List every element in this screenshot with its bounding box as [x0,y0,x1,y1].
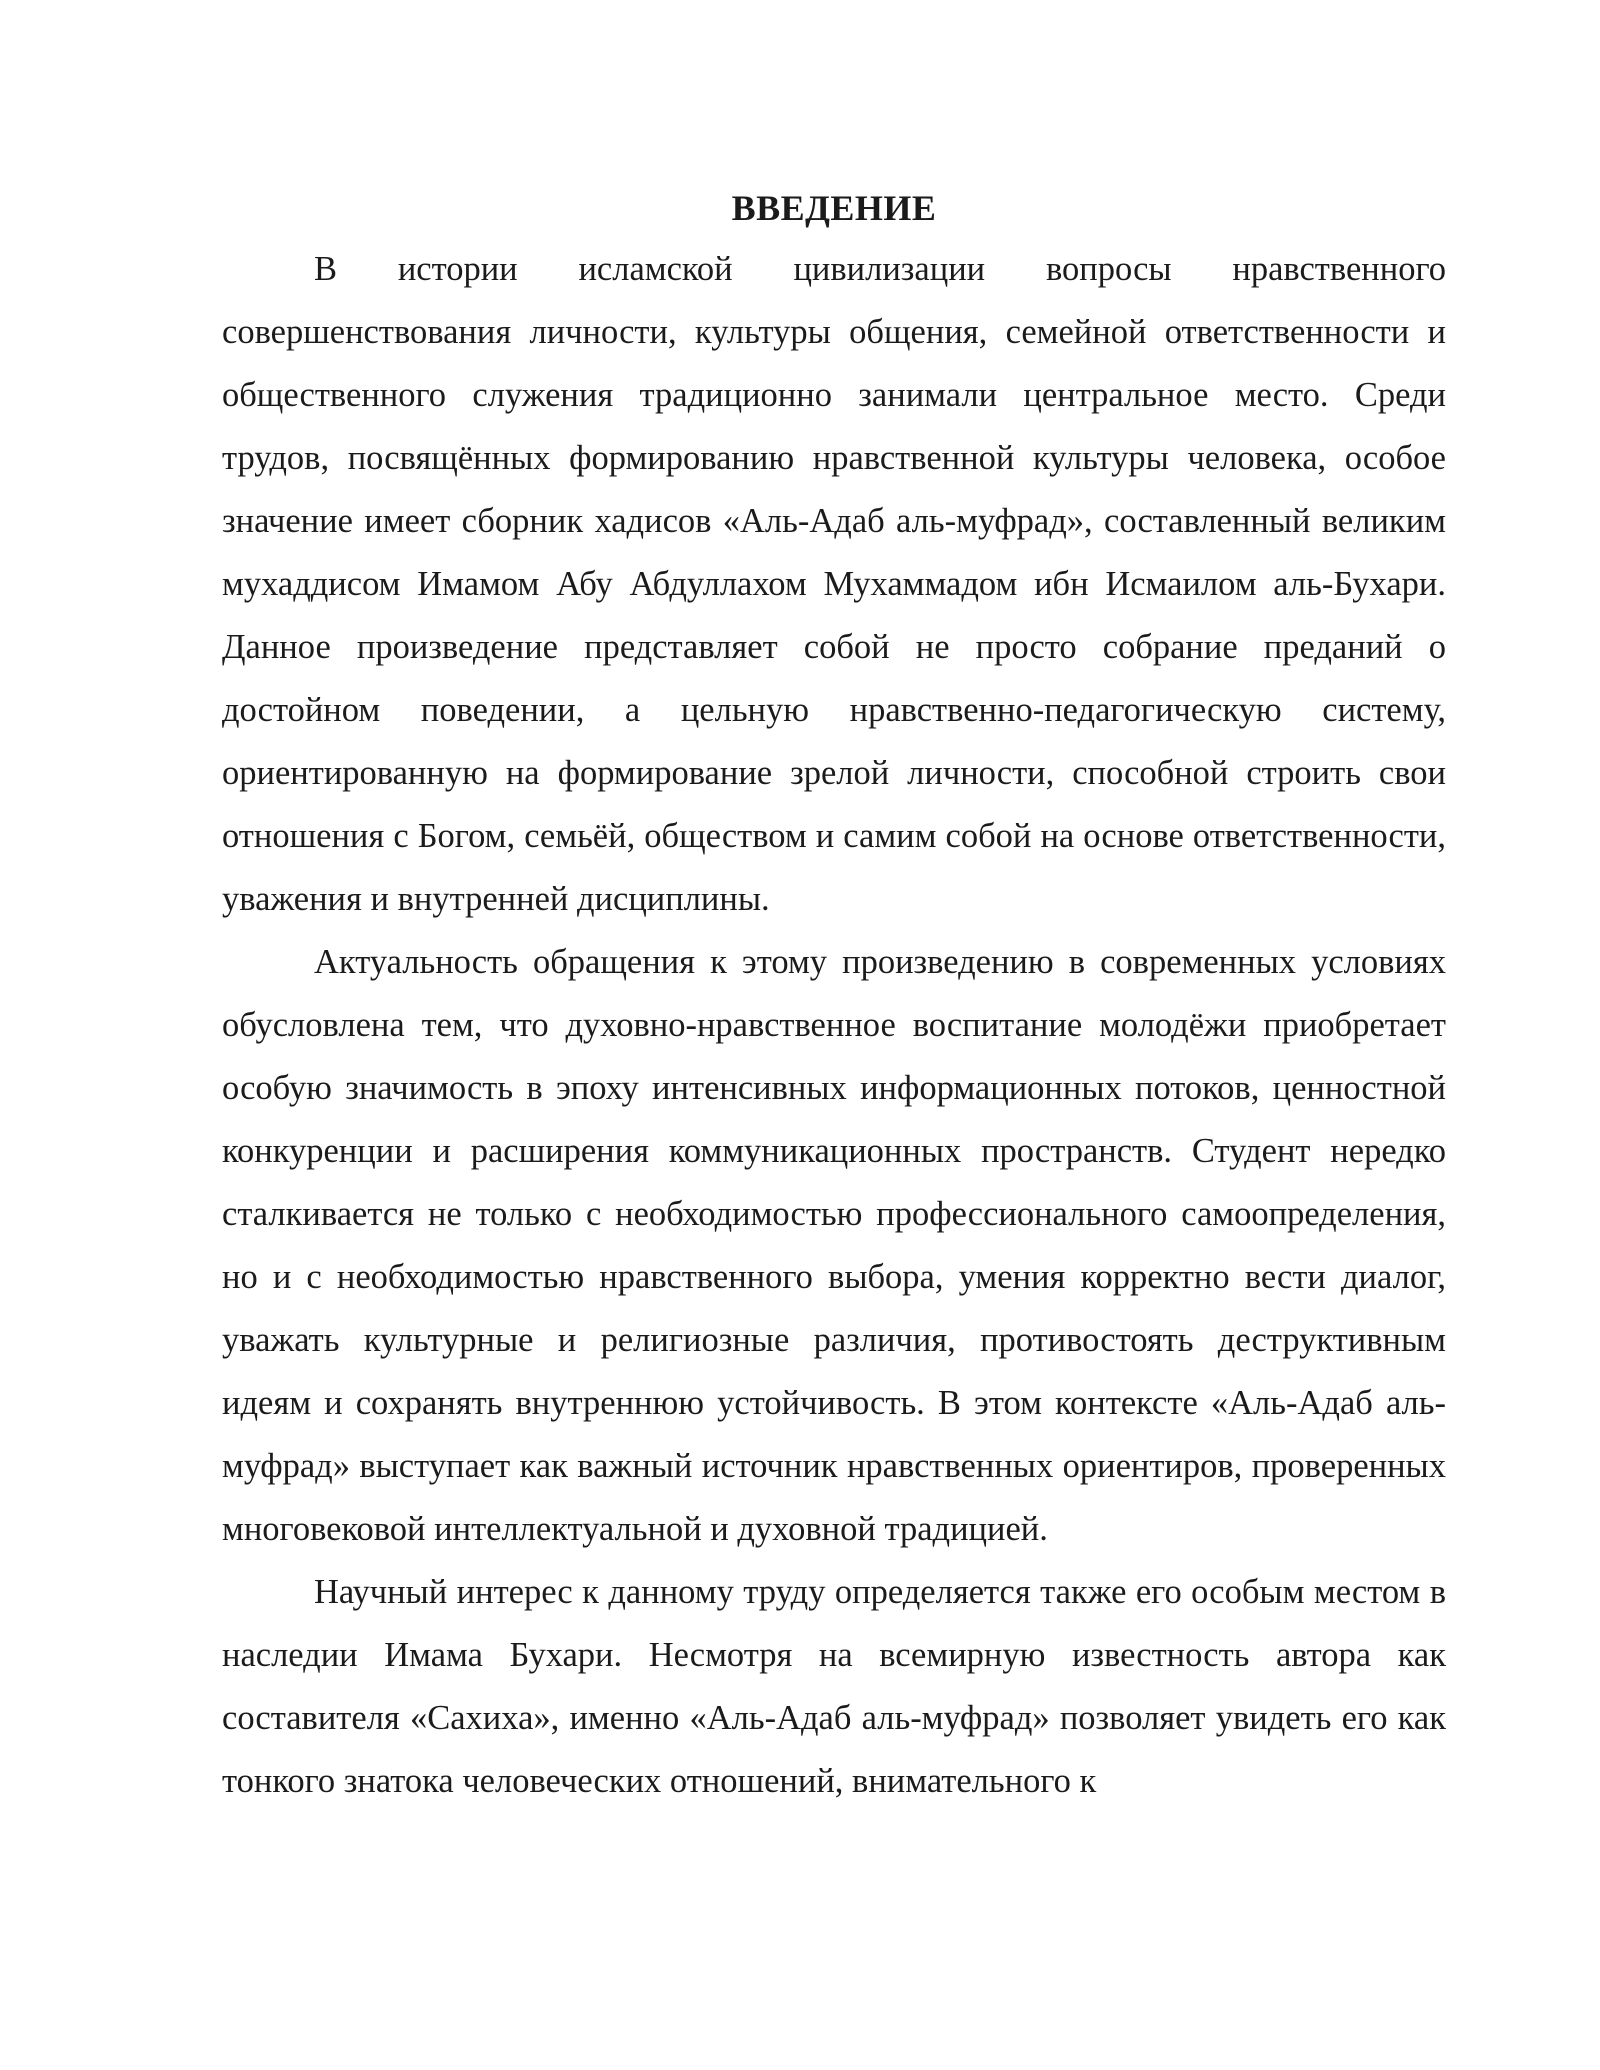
section-title: ВВЕДЕНИЕ [731,188,937,228]
paragraph-1: В истории исламской цивилизации вопросы нравственного совершенствования личности, культуры общения, семейной ответственности и общественного служения традиционно занимали центральное место. Среди трудов, посвящённых формированию нравственной культуры человека, особое значение имеет сборник хадисов «Аль-Адаб аль-муфрад», составленный великим мухаддисом Имамом Абу Абдуллахом Мухаммадом ибн Исмаилом аль-Бухари. Данное произведение представляет собой не просто собрание преданий о достойном поведении, а цельную нравственно-педагогическую систему, ориентированную на формирование зрелой личности, способной строить свои отношения с Богом, семьёй, обществом и самим собой на основе ответственности, уважения и внутренней дисциплины. [222,250,1446,918]
paragraph-2: Актуальность обращения к этому произведению в современных условиях обусловлена тем, что духовно-нравственное воспитание молодёжи приобретает особую значимость в эпоху интенсивных информационных потоков, ценностной конкуренции и расширения коммуникационных пространств. Студент нередко сталкивается не только с необходимостью профессионального самоопределения, но и с необходимостью нравственного выбора, умения корректно вести диалог, уважать культурные и религиозные различия, противостоять деструктивным идеям и сохранять внутреннюю устойчивость. В этом контексте «Аль-Адаб аль-муфрад» выступает как важный источник нравственных ориентиров, проверенных многовековой интеллектуальной и духовной традицией. [222,943,1446,1548]
document-body [222,184,1446,1813]
paragraph-3: Научный интерес к данному труду определяется также его особым местом в наследии Имама Бухари. Несмотря на всемирную известность автора как составителя «Сахиха», именно «Аль-Адаб аль-муфрад» позволяет увидеть его как тонкого знатока человеческих отношений, внимательного к [222,1573,1446,1800]
